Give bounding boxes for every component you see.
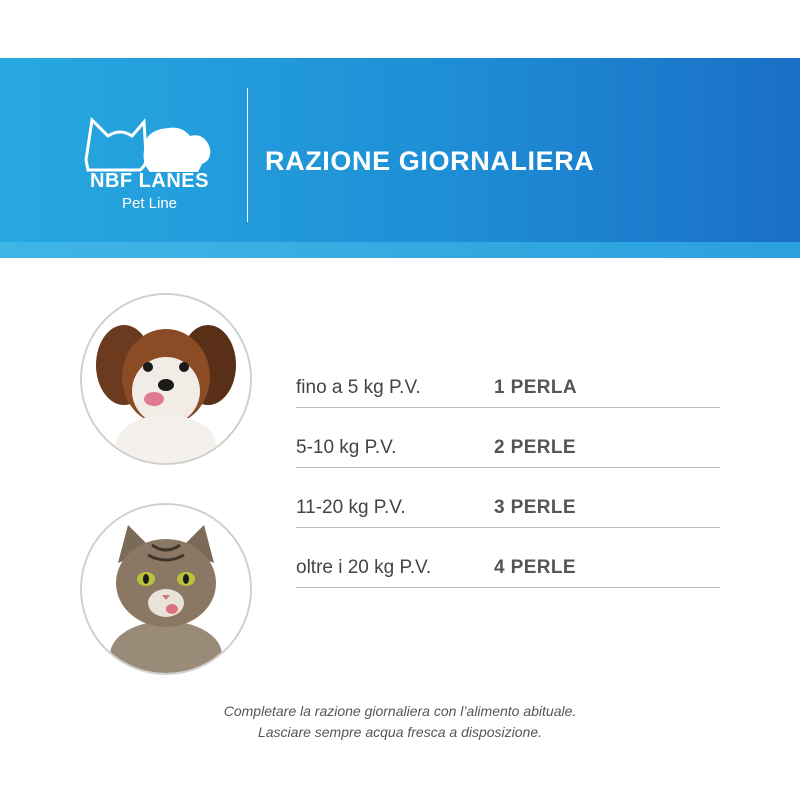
dog-photo-icon bbox=[80, 293, 252, 465]
note-line-2: Lasciare sempre acqua fresca a disposizione. bbox=[257, 724, 543, 740]
dosage-row bbox=[296, 557, 720, 617]
dose-amount: 3 PERLE bbox=[494, 497, 576, 518]
dosage-row bbox=[296, 377, 720, 437]
dose-amount: 2 PERLE bbox=[494, 437, 576, 458]
weight-range: oltre i 20 kg P.V. bbox=[296, 557, 432, 578]
note-line-1: Completare la razione giornaliera con l’alimento abituale. bbox=[223, 703, 577, 719]
row-divider bbox=[296, 407, 720, 408]
row-divider bbox=[296, 527, 720, 528]
brand-name: NBF LANES bbox=[90, 170, 209, 192]
banner-bottom-strip bbox=[0, 242, 800, 258]
dose-amount: 4 PERLE bbox=[494, 557, 576, 578]
row-divider bbox=[296, 587, 720, 588]
header-banner bbox=[0, 58, 800, 258]
row-divider bbox=[296, 467, 720, 468]
dosage-row bbox=[296, 497, 720, 557]
weight-range: fino a 5 kg P.V. bbox=[296, 377, 421, 398]
dosage-row bbox=[296, 437, 720, 497]
dose-amount: 1 PERLA bbox=[494, 377, 578, 398]
page-title: RAZIONE GIORNALIERA bbox=[265, 146, 595, 176]
brand-subtitle: Pet Line bbox=[121, 195, 178, 212]
weight-range: 5-10 kg P.V. bbox=[296, 437, 397, 458]
weight-range: 11-20 kg P.V. bbox=[296, 497, 406, 518]
header-divider bbox=[247, 88, 248, 222]
cat-photo-icon bbox=[80, 503, 252, 675]
